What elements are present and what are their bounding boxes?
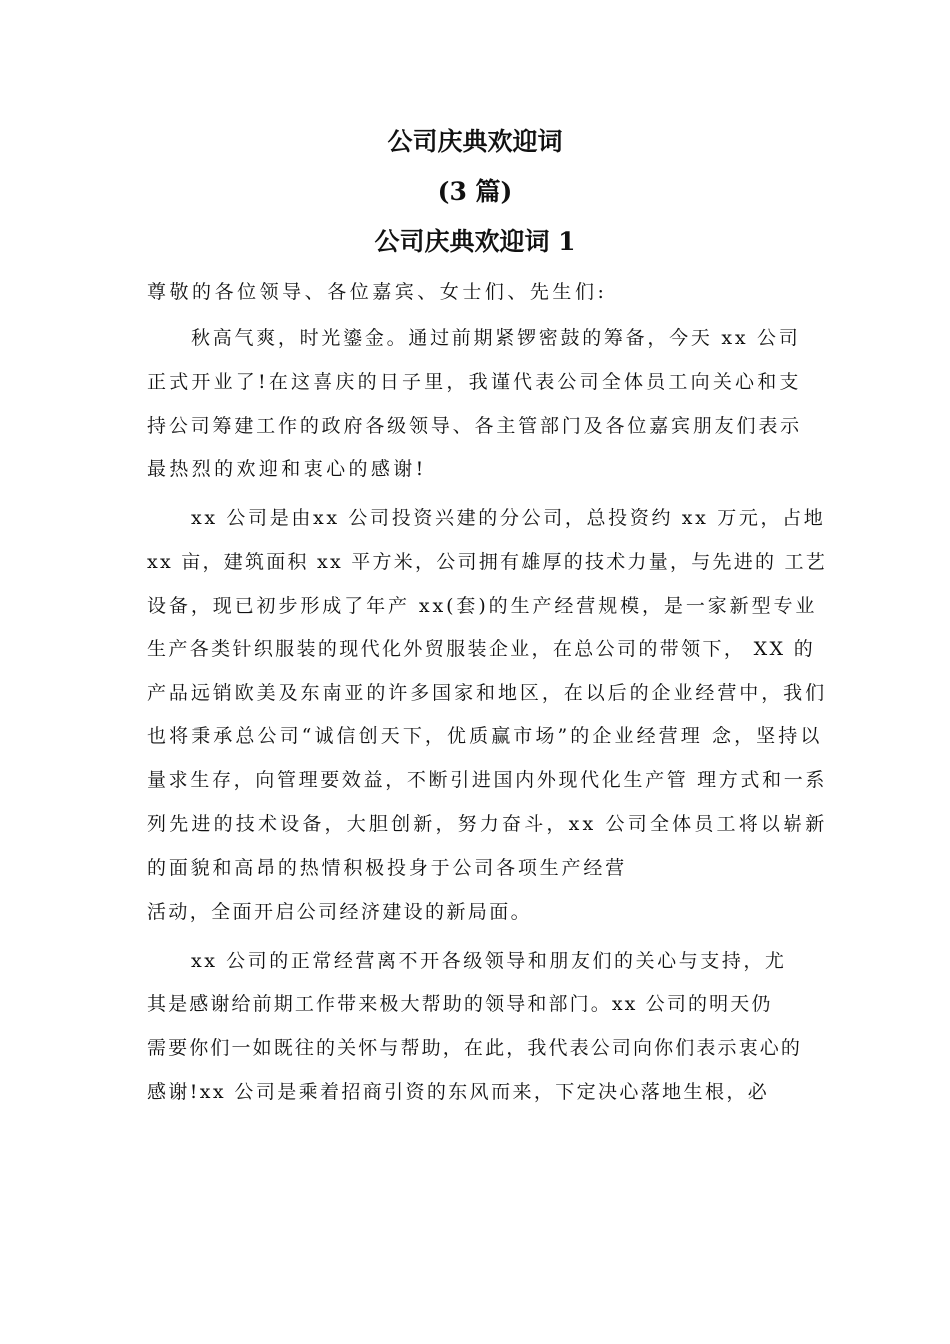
document-subtitle: (3 篇) <box>437 177 513 206</box>
text-line-7: xx 亩，建筑面积 xx 平方米，公司拥有雄厚的技术力量，与先进的 工艺 <box>147 551 828 573</box>
document-title: 公司庆典欢迎词 <box>387 127 563 156</box>
text-line-11: 也将秉承总公司“诚信创天下，优质赢市场”的企业经营理 念，坚持以 <box>147 725 823 747</box>
text-line-6: xx 公司是由xx 公司投资兴建的分公司，总投资约 xx 万元，占地 <box>191 507 826 529</box>
text-line-8: 设备，现已初步形成了年产 xx(套)的生产经营规模，是一家新型专业 <box>147 595 818 617</box>
text-line-10: 产品远销欧美及东南亚的许多国家和地区，在以后的企业经营中，我们 <box>147 682 828 704</box>
text-line-9: 生产各类针织服装的现代化外贸服装企业，在总公司的带领下， XX 的 <box>147 638 816 660</box>
section-title: 公司庆典欢迎词 1 <box>374 227 576 256</box>
text-line-16: xx 公司的正常经营离不开各级领导和朋友们的关心与支持，尤 <box>191 950 787 972</box>
text-line-18: 需要你们一如既往的关怀与帮助，在此，我代表公司向你们表示衷心的 <box>147 1037 803 1059</box>
text-line-15: 活动，全面开启公司经济建设的新局面。 <box>147 901 533 923</box>
text-line-5: 最热烈的欢迎和衷心的感谢! <box>147 458 427 480</box>
text-line-12: 量求生存，向管理要效益，不断引进国内外现代化生产管 理方式和一系 <box>147 769 828 791</box>
text-line-17: 其是感谢给前期工作带来极大帮助的领导和部门。xx 公司的明天仍 <box>147 993 773 1015</box>
text-line-14: 的面貌和高昂的热情积极投身于公司各项生产经营 <box>147 857 628 879</box>
text-line-4: 持公司筹建工作的政府各级领导、各主管部门及各位嘉宾朋友们表示 <box>147 415 803 437</box>
text-line-19: 感谢!xx 公司是乘着招商引资的东风而来，下定决心落地生根，必 <box>147 1081 770 1103</box>
text-line-3: 正式开业了!在这喜庆的日子里，我谨代表公司全体员工向关心和支 <box>147 371 802 393</box>
text-line-2: 秋高气爽，时光鎏金。通过前期紧锣密鼓的筹备，今天 xx 公司 <box>191 327 801 349</box>
text-line-1: 尊敬的各位领导、各位嘉宾、女士们、先生们: <box>147 281 608 303</box>
text-line-13: 列先进的技术设备，大胆创新，努力奋斗，xx 公司全体员工将以崭新 <box>147 813 828 835</box>
